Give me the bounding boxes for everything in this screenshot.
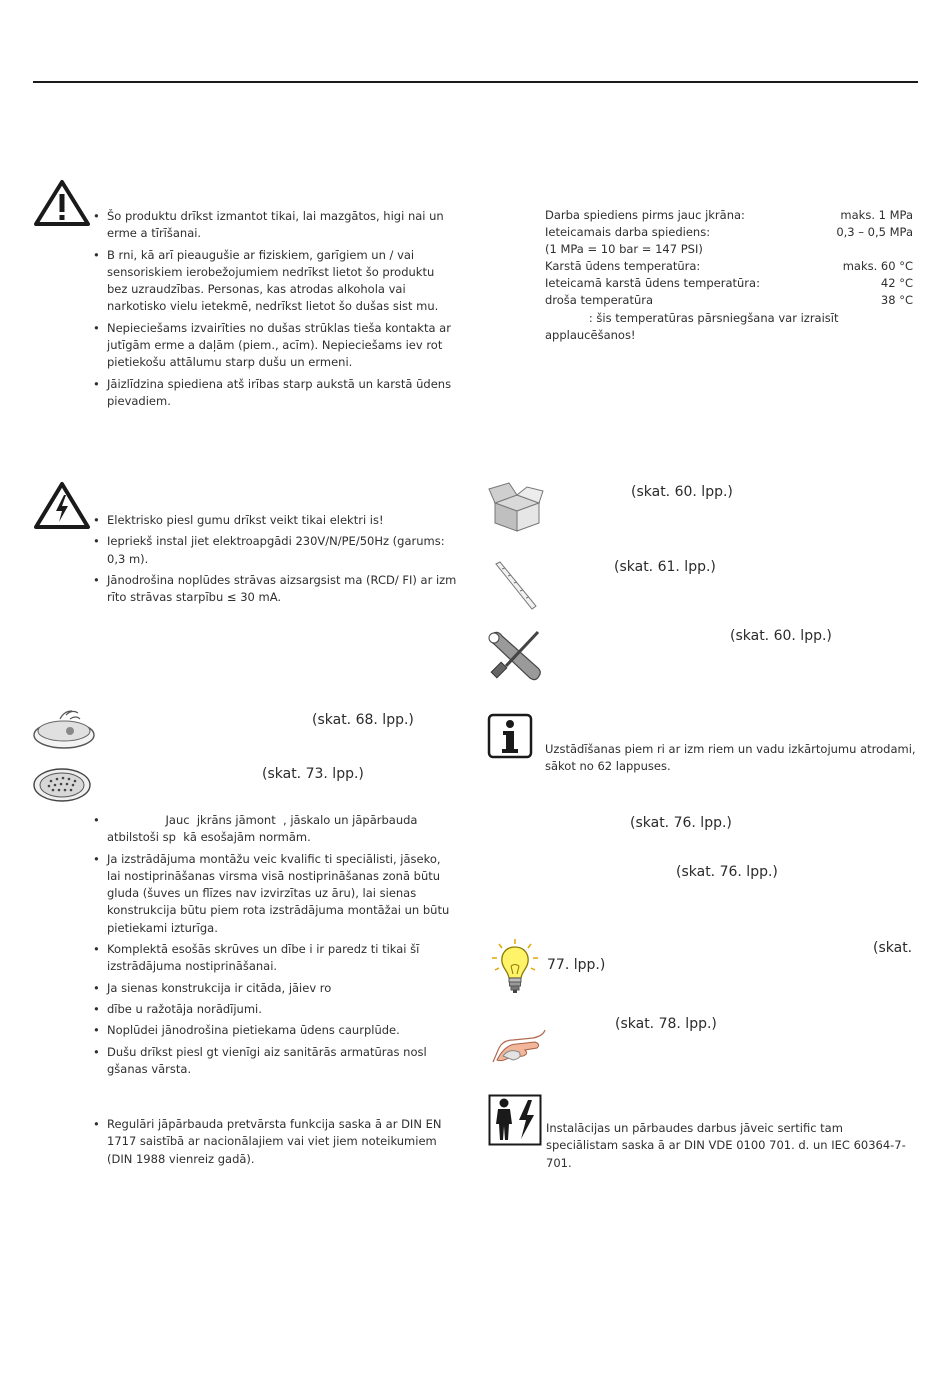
list-item: • Ja izstrādājuma montāžu veic kvalific ti speciālisti, jāseko, lai nostiprināšanas virsma visā nostiprināšanas zonā būtu gluda (šuves un flīzes nav izvirzītas uz āru), lai sienas konstrukcija būtu piem rota izstrādājuma montāžai un būtu pietiekami izturīga.	[93, 851, 455, 937]
warning-icon	[33, 179, 91, 227]
technical-specs	[545, 207, 913, 344]
list-item: • B rni, kā arī pieaugušie ar fiziskiem, garīgiem un / vai sensoriskiem ierobežojumiem nedrīkst lietot šo produktu bez uzraudzības. Personas, kas atrodas alkohola vai narkotisko vielu ietekmē, nedrīkst lietot šo dušas sist mu.	[93, 247, 453, 316]
page-reference: (skat. 60. lpp.)	[631, 484, 733, 500]
spec-row: Karstā ūdens temperatūra: maks. 60 °C	[545, 259, 913, 274]
list-item: • Nepieciešams izvairīties no dušas strūklas tieša kontakta ar jutīgām erme a daļām (piem., acīm). Nepieciešams iev rot pietiekošu attālumu starp dušu un ermeni.	[93, 320, 453, 372]
list-item: • Dušu drīkst piesl gt vienīgi aiz sanitārās armatūras nosl gšanas vārsta.	[93, 1044, 455, 1079]
nozzle-plate-icon	[31, 765, 93, 805]
check-list	[93, 1116, 455, 1172]
list-item: • Regulāri jāpārbauda pretvārsta funkcija saska ā ar DIN EN 1717 saistībā ar nacionālajiem vai viet jiem noteikumiem (DIN 1988 vienreiz gadā).	[93, 1116, 455, 1168]
info-text: Uzstādīšanas piem ri ar izm riem un vadu izkārtojumu atrodami, sākot no 62 lappuses.	[545, 742, 916, 774]
page-reference: (skat. 76. lpp.)	[676, 864, 778, 880]
scald-warning: : šis temperatūras pārsniegšana var izraisīt applaucēšanos!	[545, 310, 843, 342]
list-item: • Elektrisko piesl gumu drīkst veikt tikai elektri is!	[93, 512, 465, 529]
shower-head-icon	[30, 707, 98, 753]
electrical-hazard-icon	[33, 481, 91, 531]
mounting-list	[93, 812, 455, 1082]
page-reference: (skat. 60. lpp.)	[730, 628, 832, 644]
list-item: • Šo produktu drīkst izmantot tikai, lai mazgātos, higi nai un erme a tīrīšanai.	[93, 208, 453, 243]
electrician-icon	[488, 1094, 542, 1146]
list-item: • Jāizlīdzina spiediena atš irības starp aukstā un karstā ūdens pievadiem.	[93, 376, 453, 411]
list-item: • Jānodrošina noplūdes strāvas aizsargsist ma (RCD/ FI) ar izm rīto strāvas starpību ≤ 30 mA.	[93, 572, 465, 607]
list-item: • dībe u ražotāja norādījumi.	[93, 1001, 455, 1018]
page-reference: (skat.	[873, 940, 913, 956]
page-reference: (skat. 78. lpp.)	[615, 1016, 717, 1032]
spec-row: (1 MPa = 10 bar = 147 PSI)	[545, 242, 703, 257]
cleaning-hand-icon	[489, 1022, 547, 1066]
page-reference: (skat. 61. lpp.)	[614, 559, 716, 575]
list-item: • Noplūdei jānodrošina pietiekama ūdens caurplūde.	[93, 1022, 455, 1039]
page-reference: (skat. 73. lpp.)	[262, 766, 364, 782]
info-icon	[487, 713, 533, 759]
header-rule	[33, 81, 918, 83]
page-reference: (skat. 68. lpp.)	[312, 712, 414, 728]
box-icon	[487, 481, 545, 535]
page-reference: 77. lpp.)	[547, 957, 606, 973]
list-item: • Jauc jkrāns jāmont , jāskalo un jāpārbauda atbilstoši sp kā esošajām normām.	[93, 812, 455, 847]
spec-row: Ieteicamā karstā ūdens temperatūra: 42 °C	[545, 276, 913, 291]
spec-row: Darba spiediens pirms jauc jkrāna: maks. 1 MPa	[545, 208, 913, 222]
tools-icon	[486, 626, 546, 686]
light-bulb-icon	[491, 938, 539, 996]
electrical-list	[93, 512, 465, 610]
list-item: • Iepriekš instal jiet elektroapgādi 230V/N/PE/50Hz (garums: 0,3 m).	[93, 533, 465, 568]
spec-row: droša temperatūra 38 °C	[545, 293, 913, 308]
installer-text: Instalācijas un pārbaudes darbus jāveic sertific tam speciālistam saska ā ar DIN VDE 0100 701. d. un IEC 60364-7-701.	[546, 1121, 906, 1170]
list-item: • Komplektā esošās skrūves un dībe i ir paredz ti tikai šī izstrādājuma nostiprināšanai.	[93, 941, 455, 976]
page-reference: (skat. 76. lpp.)	[630, 815, 732, 831]
ruler-icon	[492, 560, 538, 612]
spec-row: Ieteicamais darba spiediens: 0,3 – 0,5 MPa	[545, 225, 913, 240]
safety-list	[93, 208, 453, 414]
list-item: • Ja sienas konstrukcija ir citāda, jāiev ro	[93, 980, 455, 997]
